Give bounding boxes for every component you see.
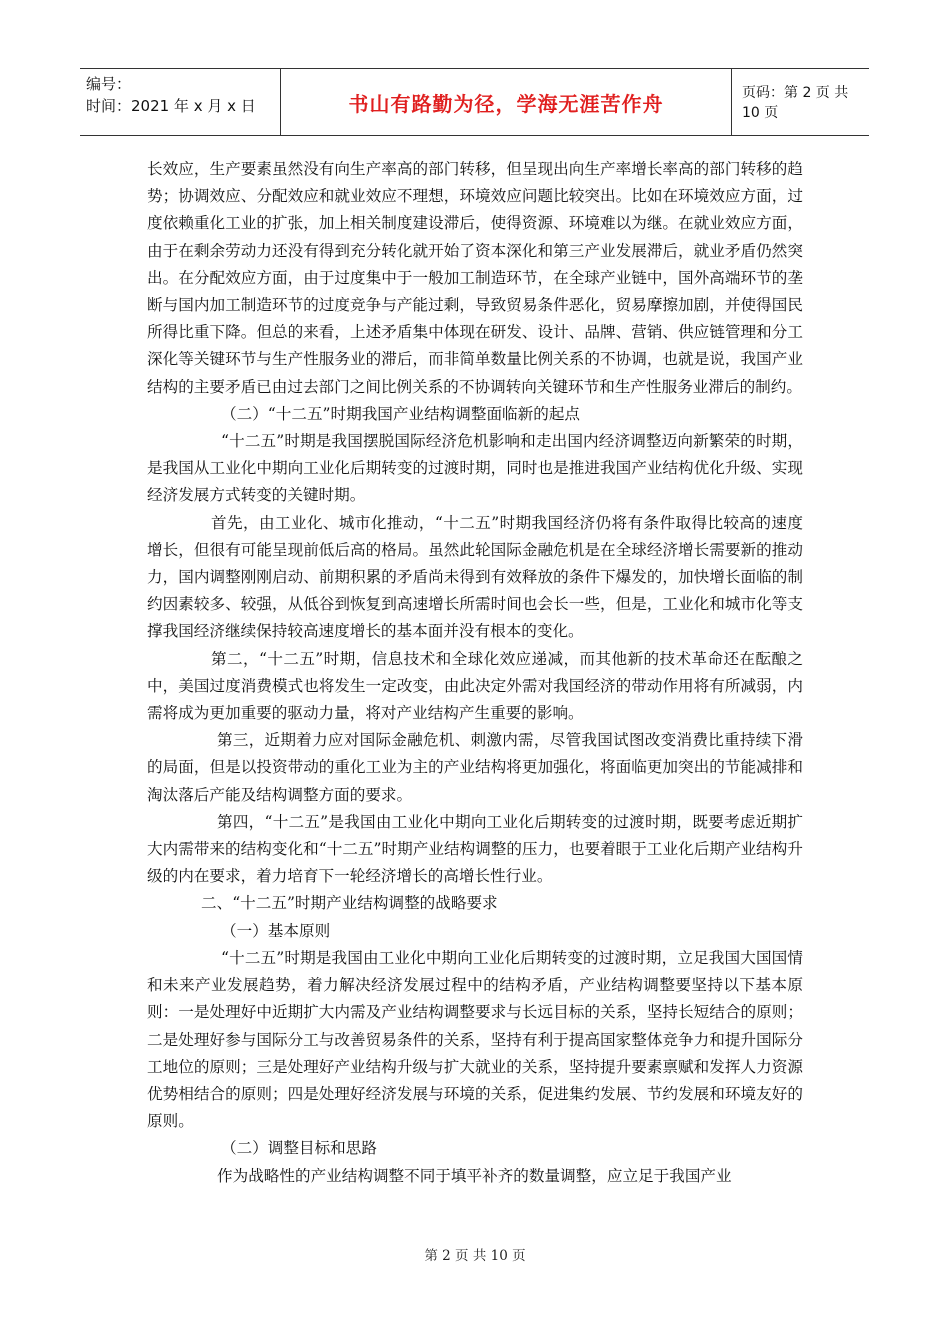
section-heading: 二、“十二五”时期产业结构调整的战略要求 bbox=[201, 894, 498, 913]
doc-number-label: 编号： bbox=[86, 75, 132, 93]
paragraph: 第四，“十二五”是我国由工业化中期向工业化后期转变的过渡时期，既要考虑近期扩大内需带来的结构变化和“十二五”时期产业结构调整的压力，也要着眼于工业化后期产业结构升级的内在要求，着力培育下一轮经济增长的高增长性行业。 bbox=[147, 812, 803, 886]
paragraph: “十二五”时期是我国摆脱国际经济危机影响和走出国内经济调整迈向新繁荣的时期，是我国从工业化中期向工业化后期转变的过渡时期，同时也是推进我国产业结构优化升级、实现经济发展方式转变的关键时期。 bbox=[147, 432, 803, 505]
header-motto-cell bbox=[281, 69, 732, 135]
section-heading: （二）调整目标和思路 bbox=[221, 1139, 377, 1158]
page-header bbox=[80, 68, 869, 136]
doc-date-label: 时间：2021 年 x 月 x 日 bbox=[86, 97, 256, 115]
paragraph: 作为战略性的产业结构调整不同于填平补齐的数量调整，应立足于我国产业 bbox=[217, 1166, 732, 1185]
paragraph: 第三，近期着力应对国际金融危机、刺激内需，尽管我国试图改变消费比重持续下滑的局面，但是以投资带动的重化工业为主的产业结构将更加强化，将面临更加突出的节能减排和淘汰落后产能及结构调整方面的要求。 bbox=[147, 731, 803, 804]
document-body bbox=[147, 156, 803, 1190]
header-page-code: 页码：第 2 页 共 10 页 bbox=[742, 85, 849, 121]
paragraph: “十二五”时期是我国由工业化中期向工业化后期转变的过渡时期，立足我国大国国情和未来产业发展趋势，着力解决经济发展过程中的结构矛盾，产业结构调整要坚持以下基本原则：一是处理好中近期扩大内需及产业结构调整要求与长远目标的关系，坚持长短结合的原则；二是处理好参与国际分工与改善贸易条件的关系，坚持有利于提高国家整体竞争力和提升国际分工地位的原则；三是处理好产业结构升级与扩大就业的关系，坚持提升要素禀赋和发挥人力资源优势相结合的原则；四是处理好经济发展与环境的关系，促进集约发展、节约发展和环境友好的原则。 bbox=[147, 948, 803, 1131]
page-footer: 第 2 页 共 10 页 bbox=[424, 1248, 526, 1264]
header-motto: 书山有路勤为径，学海无涯苦作舟 bbox=[348, 91, 664, 116]
paragraph: 第二，“十二五”时期，信息技术和全球化效应递减，而其他新的技术革命还在酝酿之中，美国过度消费模式也将发生一定改变，由此决定外需对我国经济的带动作用将有所减弱，内需将成为更加重要的驱动力量，将对产业结构产生重要的影响。 bbox=[147, 649, 803, 723]
section-heading: （二）“十二五”时期我国产业结构调整面临新的起点 bbox=[221, 404, 581, 423]
header-meta bbox=[80, 69, 281, 135]
paragraph: 长效应，生产要素虽然没有向生产率高的部门转移，但呈现出向生产率增长率高的部门转移的趋势；协调效应、分配效应和就业效应不理想，环境效应问题比较突出。比如在环境效应方面，过度依赖重化工业的扩张，加上相关制度建设滞后，使得资源、环境难以为继。在就业效应方面，由于在剩余劳动力还没有得到充分转化就开始了资本深化和第三产业发展滞后，就业矛盾仍然突出。在分配效应方面，由于过度集中于一般加工制造环节，在全球产业链中，国外高端环节的垄断与国内加工制造环节的过度竞争与产能过剩，导致贸易条件恶化，贸易摩擦加剧，并使得国民所得比重下降。但总的来看，上述矛盾集中体现在研发、设计、品牌、营销、供应链管理和分工深化等关键环节与生产性服务业的滞后，而非简单数量比例关系的不协调，也就是说，我国产业结构的主要矛盾已由过去部门之间比例关系的不协调转向关键环节和生产性服务业滞后的制约。 bbox=[147, 160, 803, 396]
section-heading: （一）基本原则 bbox=[221, 921, 331, 940]
paragraph: 首先，由工业化、城市化推动，“十二五”时期我国经济仍将有条件取得比较高的速度增长，但很有可能呈现前低后高的格局。虽然此轮国际金融危机是在全球经济增长需要新的推动力，国内调整刚刚启动、前期积累的矛盾尚未得到有效释放的条件下爆发的，加快增长面临的制约因素较多、较强，从低谷到恢复到高速增长所需时间也会长一些，但是，工业化和城市化等支撑我国经济继续保持较高速度增长的基本面并没有根本的变化。 bbox=[147, 513, 803, 641]
